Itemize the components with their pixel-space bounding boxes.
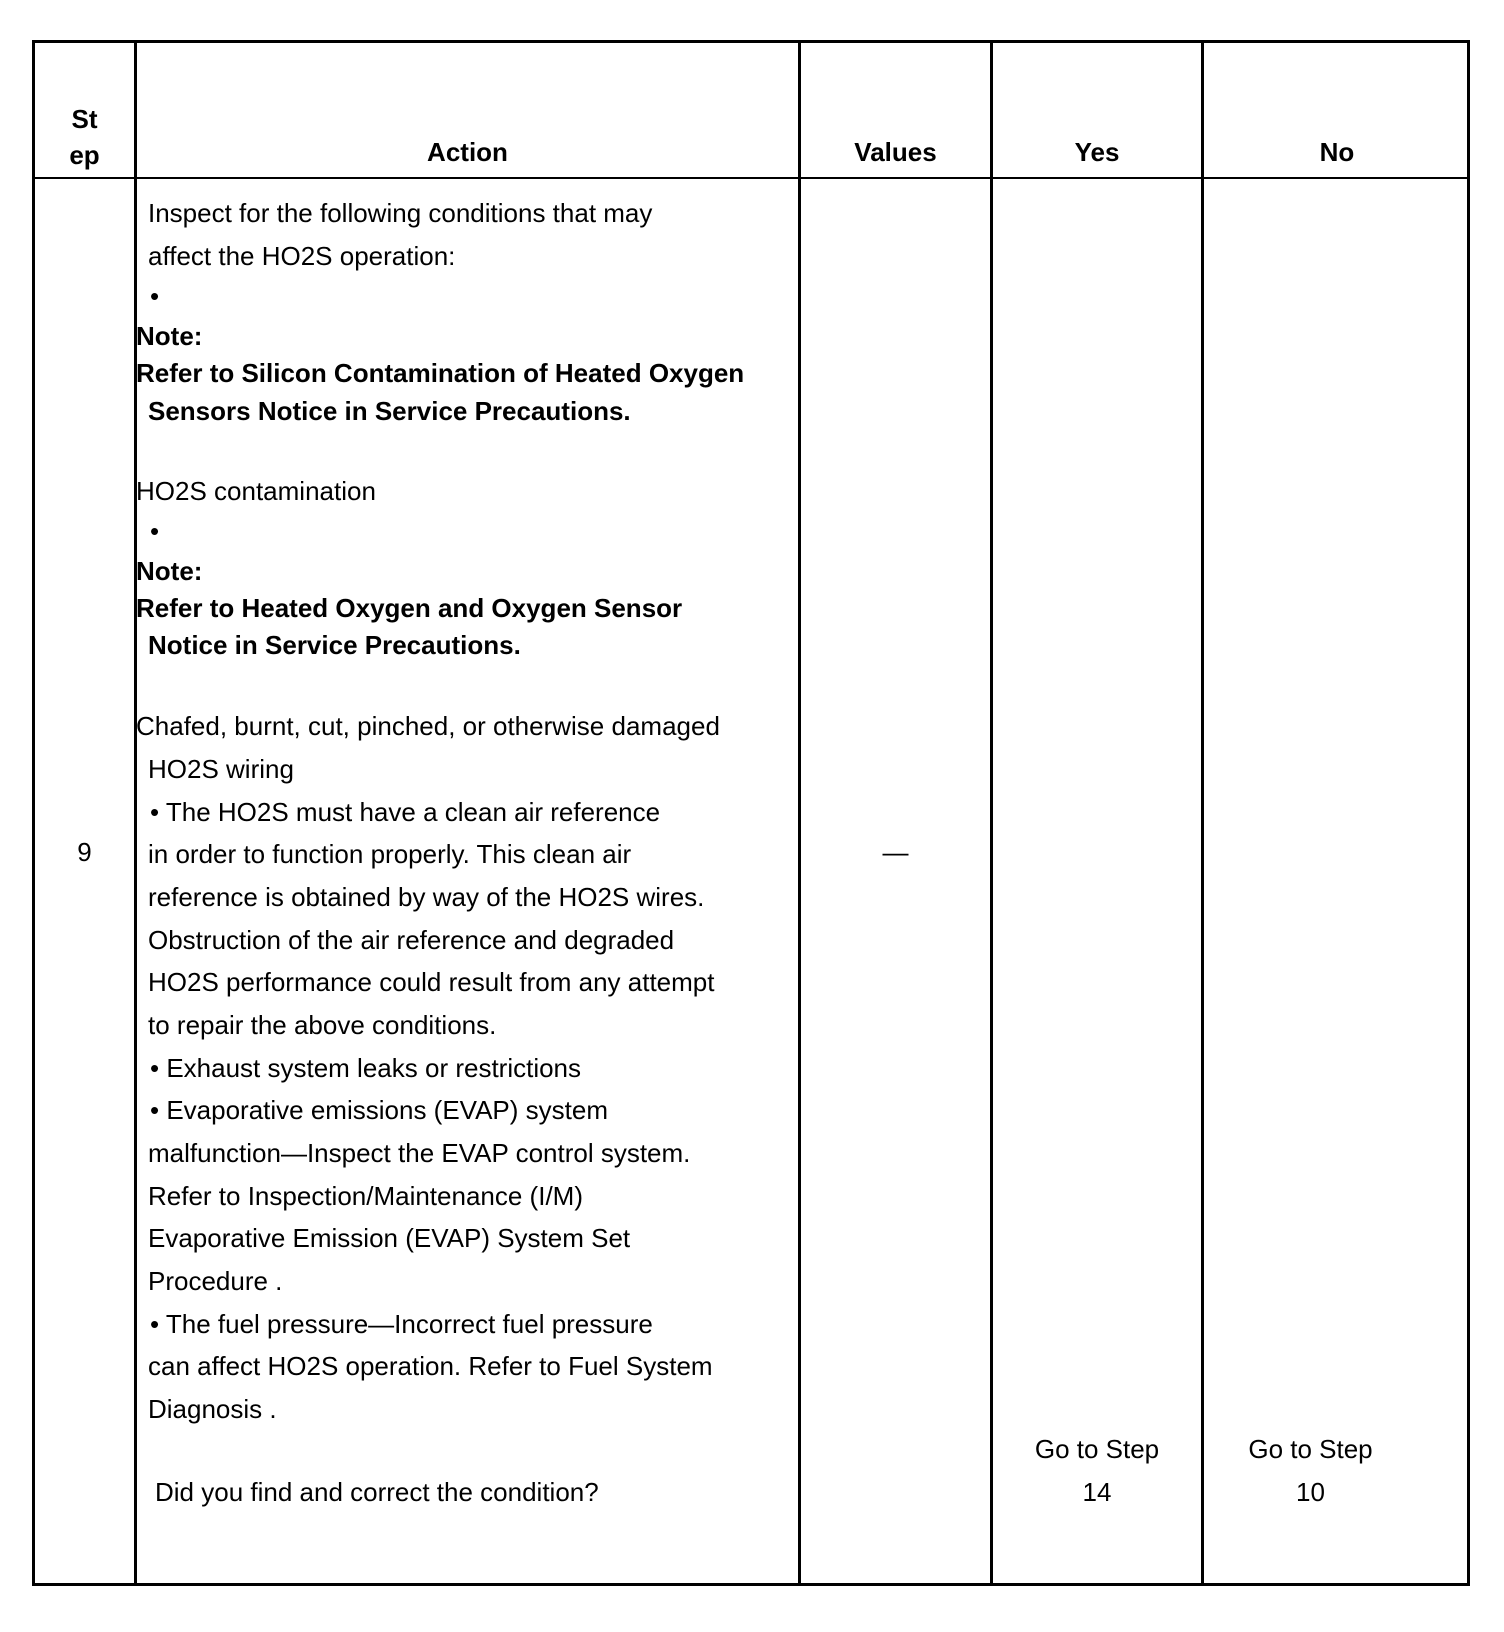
header-no: No <box>1319 137 1355 167</box>
action-text: reference is obtained by way of the HO2S wires. <box>148 882 705 912</box>
action-text: Evaporative Emission (EVAP) System Set <box>148 1223 631 1253</box>
header-yes: Yes <box>1074 137 1120 167</box>
column-divider <box>798 43 801 1583</box>
action-text: • The fuel pressure—Incorrect fuel pressure <box>150 1309 653 1339</box>
action-text: HO2S contamination <box>136 476 376 506</box>
action-text: can affect HO2S operation. Refer to Fuel System <box>148 1351 713 1381</box>
yes-goto: Go to Step <box>1034 1434 1160 1464</box>
action-text: Refer to Inspection/Maintenance (I/M) <box>148 1181 583 1211</box>
action-text: • Evaporative emissions (EVAP) system <box>150 1095 608 1125</box>
action-text: HO2S performance could result from any attempt <box>148 967 715 997</box>
action-text: Chafed, burnt, cut, pinched, or otherwise damaged <box>136 711 720 741</box>
action-text: • Exhaust system leaks or restrictions <box>150 1053 582 1083</box>
note-text: Refer to Heated Oxygen and Oxygen Sensor <box>136 593 683 623</box>
yes-step: 14 <box>1082 1477 1112 1507</box>
header-values: Values <box>854 137 937 167</box>
action-text: HO2S wiring <box>148 754 294 784</box>
column-divider <box>990 43 993 1583</box>
no-step: 10 <box>1296 1477 1325 1507</box>
no-goto: Go to Step <box>1248 1434 1373 1464</box>
note-text: Refer to Silicon Contamination of Heated Oxygen <box>136 358 745 388</box>
diagnostic-table <box>32 40 1470 1586</box>
column-divider <box>134 43 137 1583</box>
action-text: Diagnosis . <box>148 1394 277 1424</box>
header-action: Action <box>427 137 508 167</box>
action-text: affect the HO2S operation: <box>148 241 456 271</box>
note-label: Note: <box>136 321 203 351</box>
bullet: • <box>150 281 160 311</box>
action-text: to repair the above conditions. <box>148 1010 497 1040</box>
action-text: Obstruction of the air reference and degraded <box>148 925 675 955</box>
bullet: • <box>150 516 160 546</box>
note-text: Sensors Notice in Service Precautions. <box>148 396 631 426</box>
action-text: Procedure . <box>148 1266 283 1296</box>
values-cell: — <box>882 837 909 867</box>
header-step: St ep <box>69 104 100 170</box>
action-text: in order to function properly. This clean air <box>148 839 632 869</box>
note-label: Note: <box>136 556 203 586</box>
question-text: Did you find and correct the condition? <box>155 1477 599 1507</box>
note-text: Notice in Service Precautions. <box>148 630 521 660</box>
action-text: malfunction—Inspect the EVAP control system. <box>148 1138 691 1168</box>
header-divider <box>35 177 1467 179</box>
column-divider <box>1201 43 1204 1583</box>
action-text: Inspect for the following conditions that may <box>148 198 653 228</box>
action-text: • The HO2S must have a clean air reference <box>150 797 661 827</box>
step-number: 9 <box>77 837 92 867</box>
